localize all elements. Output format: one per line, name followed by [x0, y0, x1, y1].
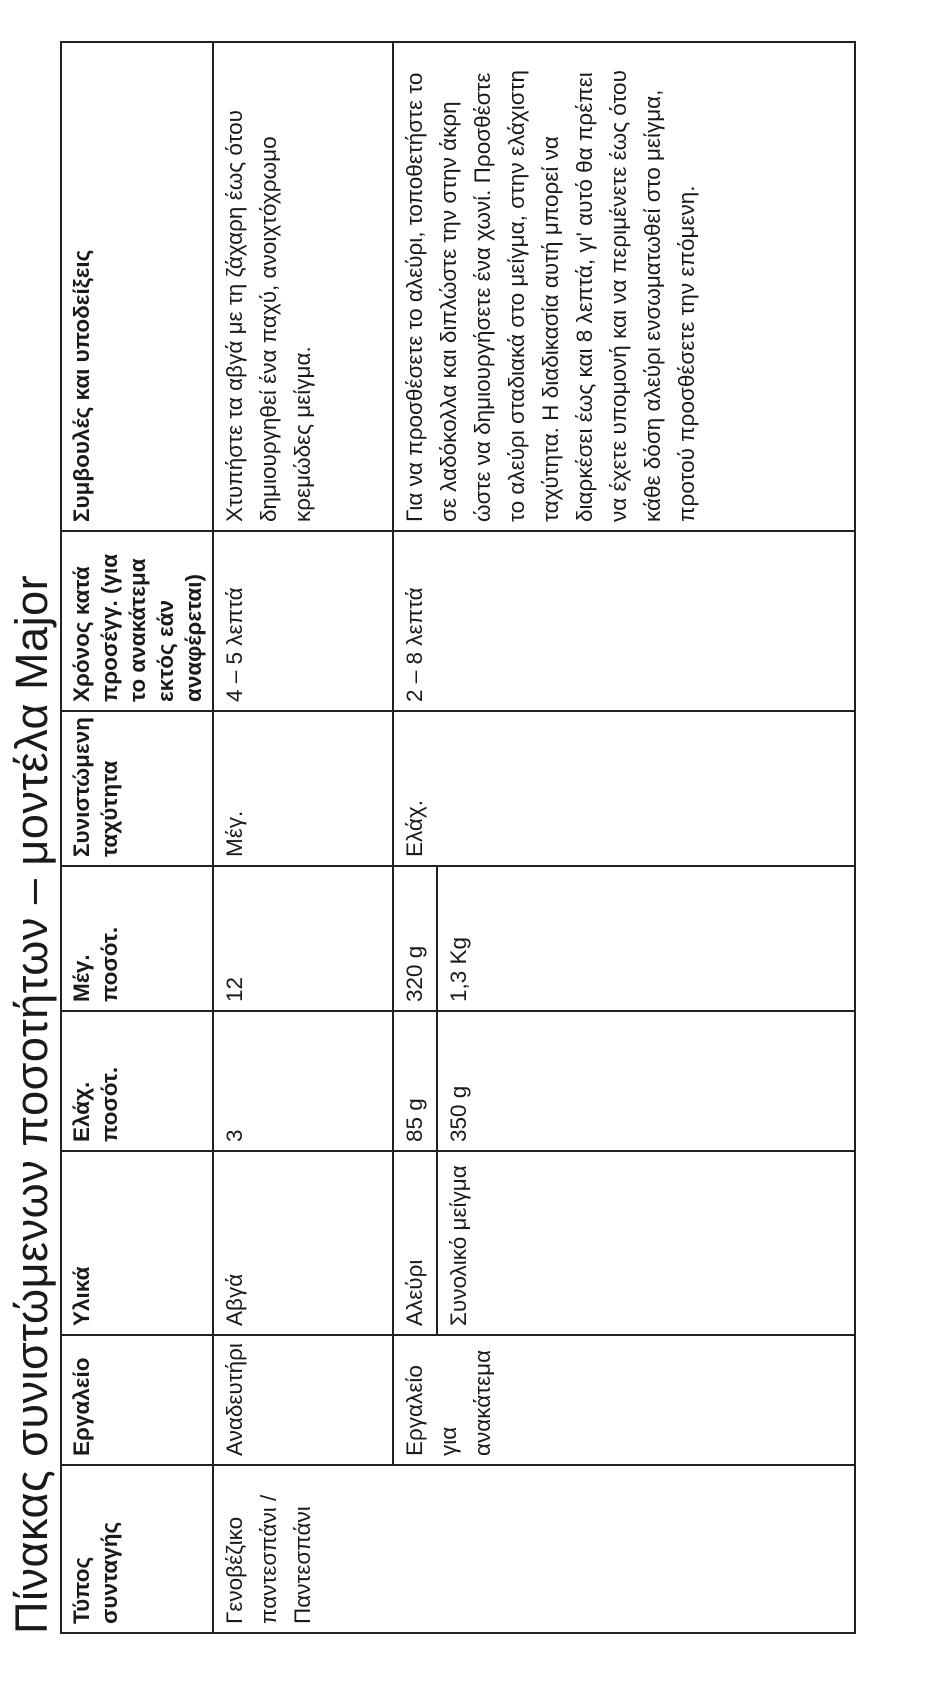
recommended-quantities-table — [60, 41, 856, 1634]
header-time: Χρόνος κατά προσέγγ. (για το ανακάτεμα εκτός εάν αναφέρεται) — [61, 531, 213, 711]
header-min-qty: Ελάχ. ποσότ. — [61, 1011, 213, 1151]
header-tool: Εργαλείο — [61, 1335, 213, 1465]
header-row — [61, 42, 213, 1633]
header-recipe-type: Τύπος συνταγής — [61, 1465, 213, 1633]
header-max-qty: Μέγ. ποσότ. — [61, 866, 213, 1011]
table-row — [393, 42, 437, 1633]
time-cell: 2 – 8 λεπτά — [393, 531, 855, 711]
header-ingredients: Υλικά — [61, 1151, 213, 1335]
min-qty-cell: 350 g — [437, 1011, 855, 1151]
tool-cell: Εργαλείο για ανακάτεμα — [393, 1335, 855, 1465]
max-qty-cell: 12 — [213, 866, 393, 1011]
speed-cell: Μέγ. — [213, 711, 393, 866]
recipe-type-cell: Γενοβέζικο παντεσπάνι / Παντεσπάνι — [213, 1465, 855, 1633]
header-speed: Συνιστώμενη ταχύτητα — [61, 711, 213, 866]
ingredient-cell: Αβγά — [213, 1151, 393, 1335]
speed-cell: Ελάχ. — [393, 711, 855, 866]
ingredient-cell: Αλεύρι — [393, 1151, 437, 1335]
table-row — [213, 42, 393, 1633]
header-tips: Συμβουλές και υποδείξεις — [61, 42, 213, 531]
tips-cell: Για να προσθέσετε το αλεύρι, τοποθετήστε το σε λαδόκολλα και διπλώστε την στην άκρη ώστε να δημιουργήσετε ένα χωνί. Προσθέστε το αλεύρι σταδιακά στο μείγμα, στην ελάχιστη ταχύτητα. Η διαδικασία αυτή μπορεί να διαρκέσει έως και 8 λεπτά, γι' αυτό θα πρέπει να έχετε υπομονή και να περιμένετε έως ότου κάθε δόση αλεύρι ενσωματωθεί στο μείγμα, προτού προσθέσετε την επόμενη. — [393, 42, 855, 531]
time-cell: 4 – 5 λεπτά — [213, 531, 393, 711]
max-qty-cell: 320 g — [393, 866, 437, 1011]
page-title: Πίνακας συνιστώμενων ποσοτήτων – μοντέλα Major — [6, 574, 57, 1634]
tool-cell: Αναδευτήρι — [213, 1335, 393, 1465]
ingredient-cell: Συνολικό μείγμα — [437, 1151, 855, 1335]
min-qty-cell: 85 g — [393, 1011, 437, 1151]
min-qty-cell: 3 — [213, 1011, 393, 1151]
max-qty-cell: 1,3 Kg — [437, 866, 855, 1011]
tips-cell: Χτυπήστε τα αβγά με τη ζάχαρη έως ότου δημιουργηθεί ένα παχύ, ανοιχτόχρωμο κρεμώδες μείγμα. — [213, 42, 393, 531]
